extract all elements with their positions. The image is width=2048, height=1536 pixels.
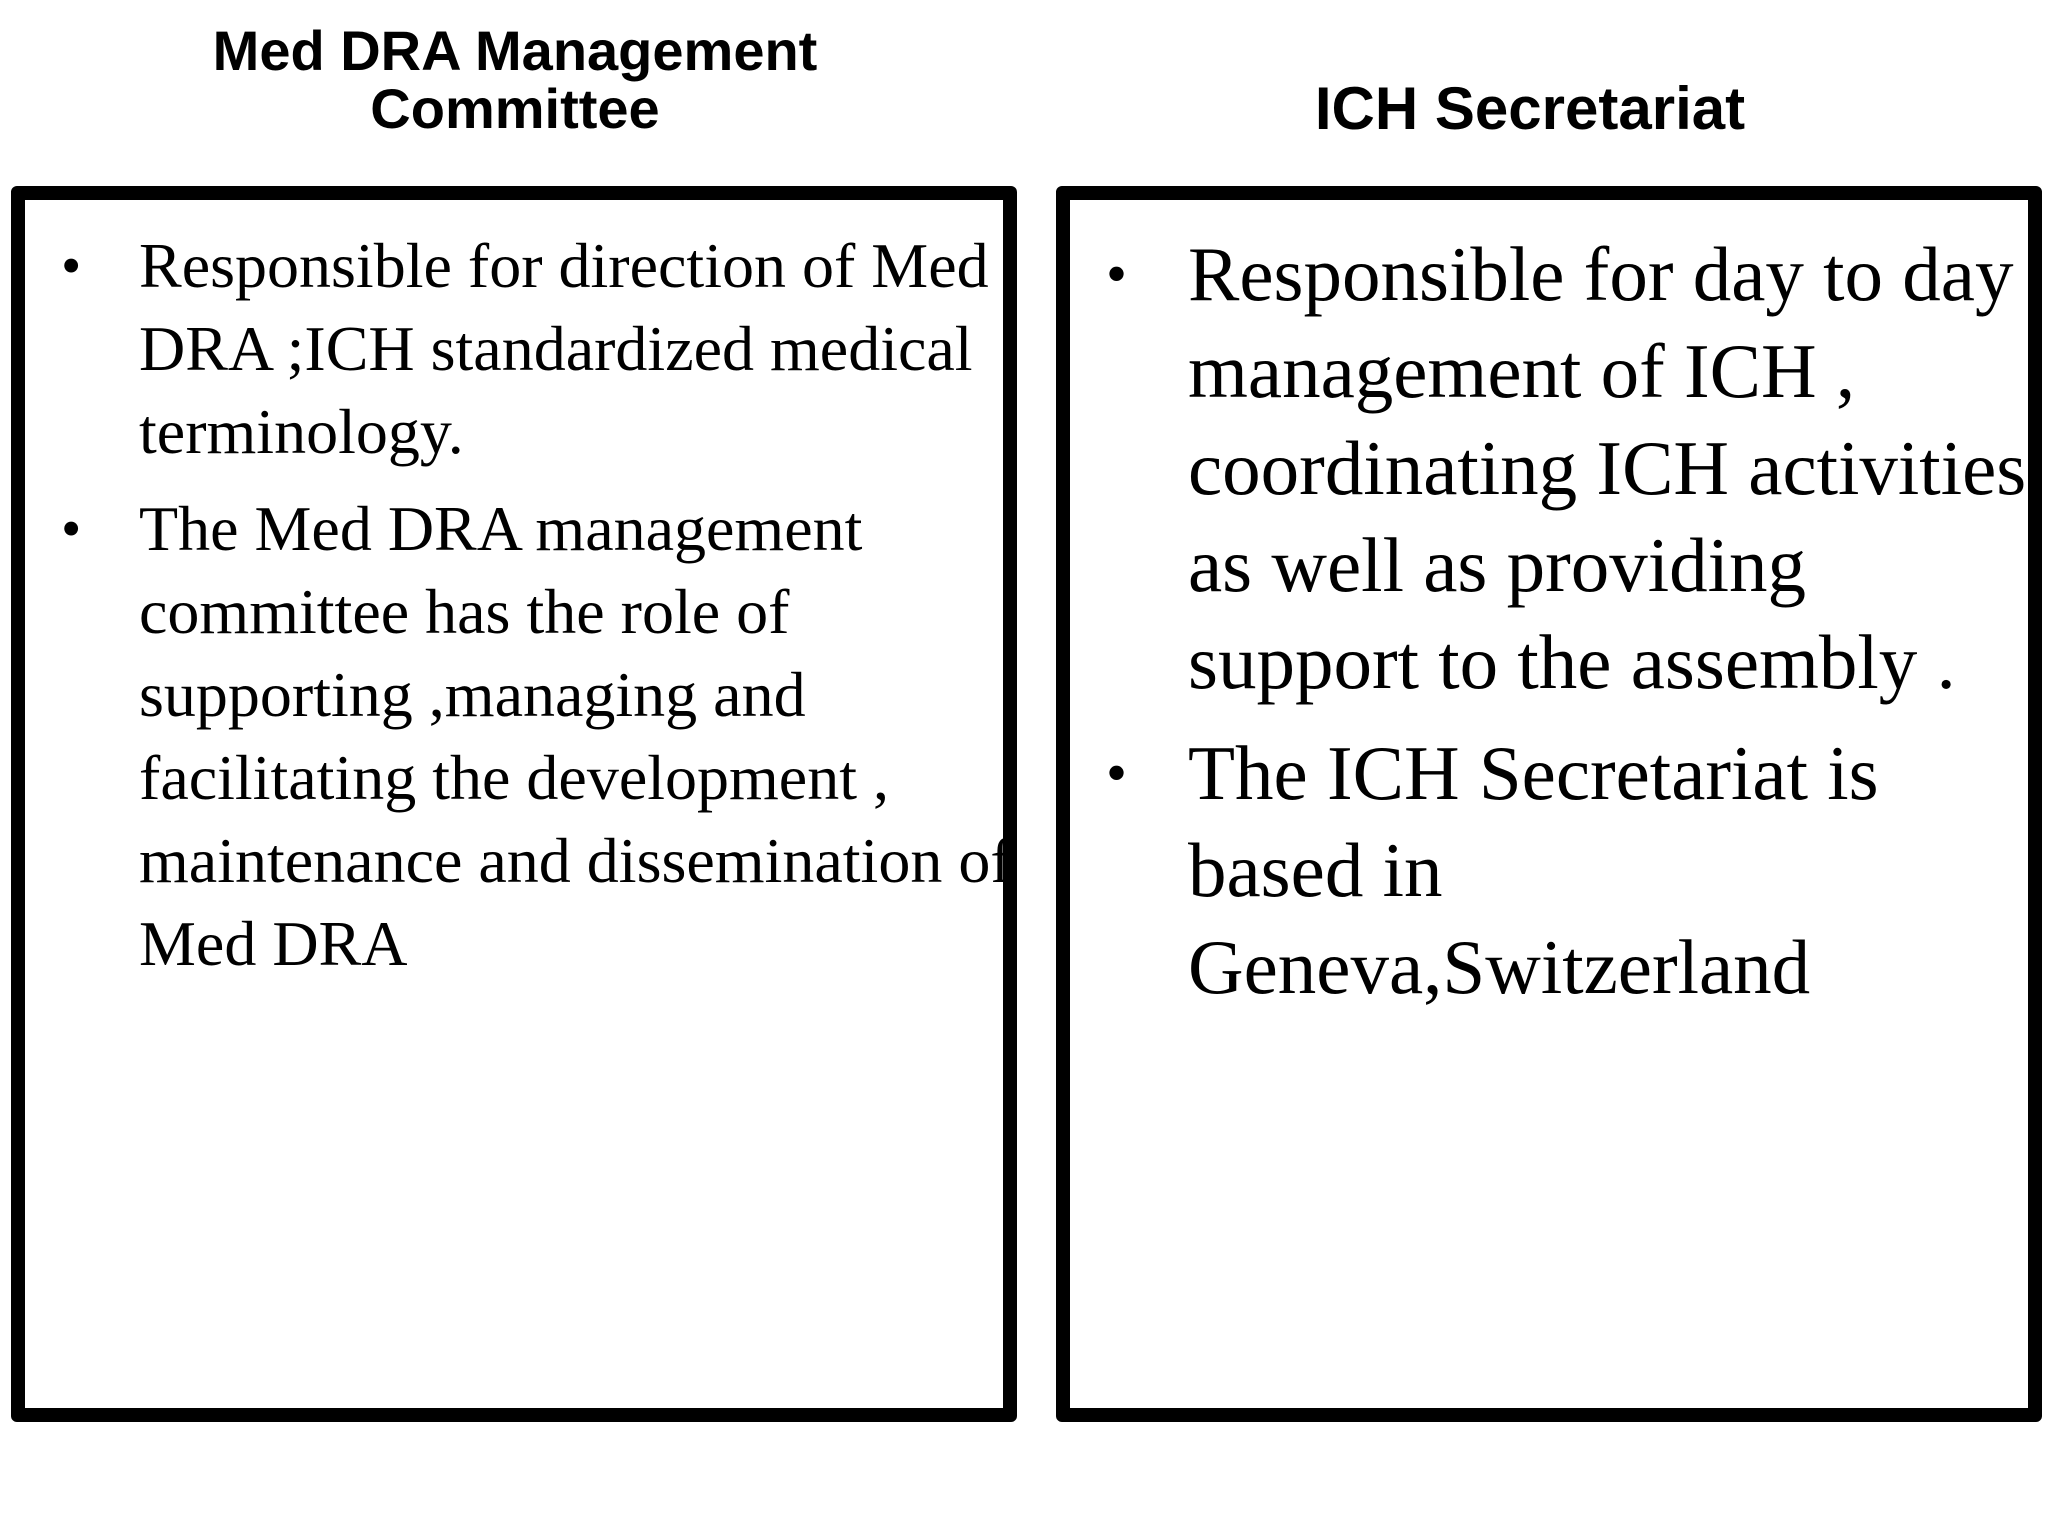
management-committee-box xyxy=(11,186,1017,1422)
bullet-text: The Med DRA management committee has the role of supporting ,managing and facilitating the development , maintenance and dissemination of Med DRA xyxy=(139,493,1012,979)
ich-secretariat-title: ICH Secretariat xyxy=(1314,75,1746,142)
bullet-icon: • xyxy=(61,496,82,561)
bullet-text: Responsible for day to day management of ICH , coordinating ICH activities as well as providing support to the assembly . xyxy=(1188,231,2027,705)
bullet-item xyxy=(1092,725,2047,1016)
ich-secretariat-box xyxy=(1056,186,2042,1422)
management-committee-title: Med DRA Management Committee xyxy=(212,19,818,140)
bullet-text: Responsible for direction of Med DRA ;ICH standardized medical terminology. xyxy=(139,230,989,467)
ich-secretariat-bullet-list xyxy=(1092,226,2047,1030)
bullet-icon: • xyxy=(61,233,82,298)
management-committee-bullet-list xyxy=(47,224,1017,999)
bullet-icon: • xyxy=(1106,241,1128,307)
bullet-item xyxy=(47,487,1017,985)
bullet-item xyxy=(47,224,1017,473)
bullet-icon: • xyxy=(1106,740,1128,806)
bullet-item xyxy=(1092,226,2047,711)
bullet-text: The ICH Secretariat is based in Geneva,Switzerland xyxy=(1188,730,1879,1010)
